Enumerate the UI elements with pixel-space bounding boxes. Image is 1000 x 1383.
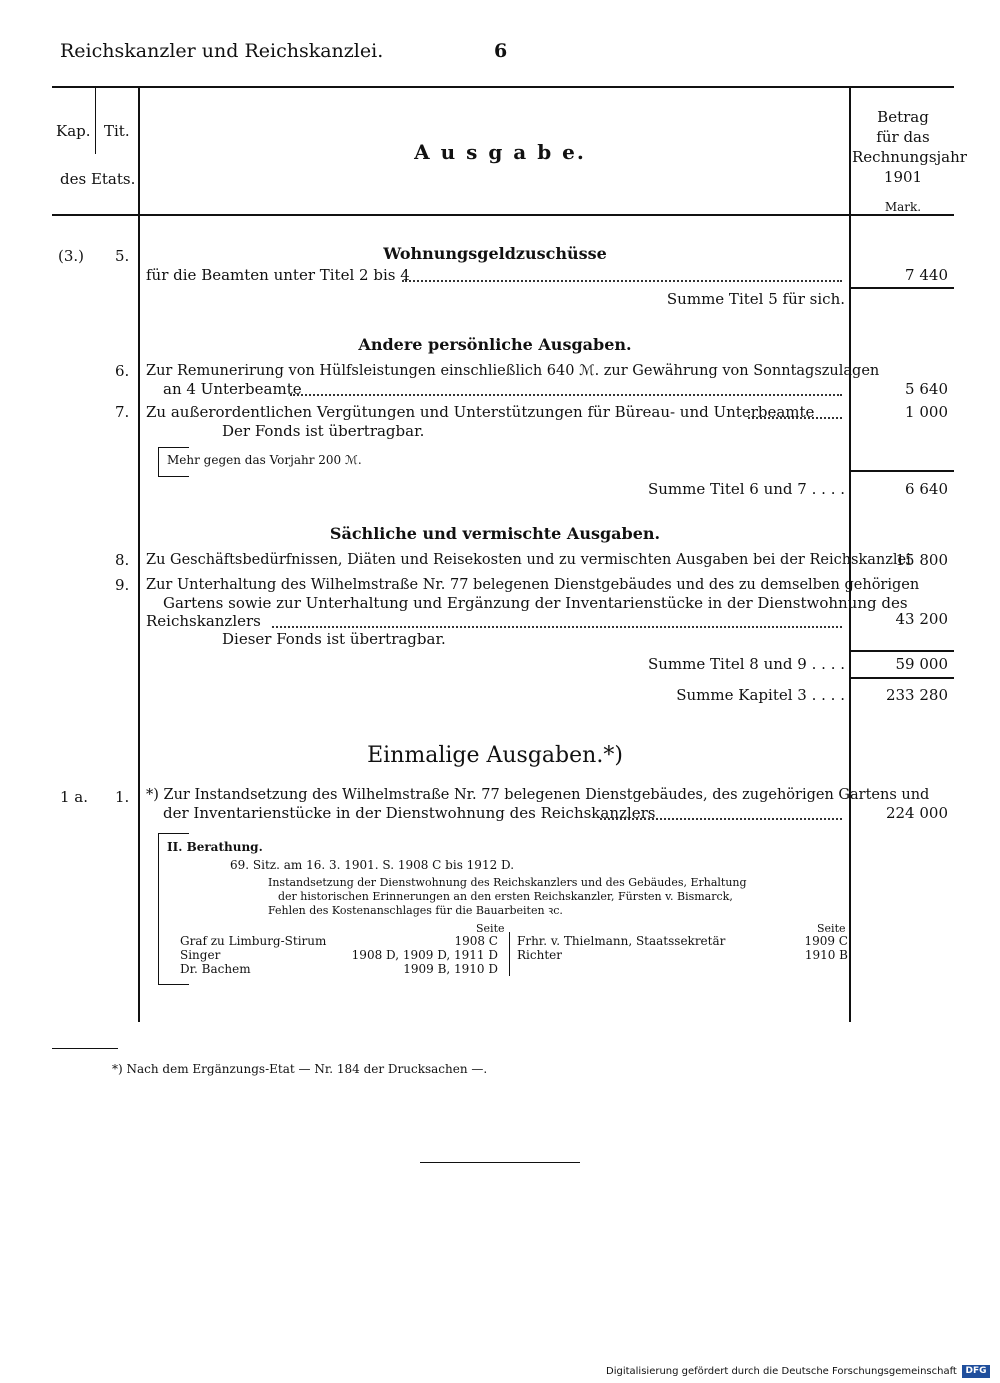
t6-amount: 5 640 bbox=[905, 380, 948, 398]
beratung-session: 69. Sitz. am 16. 3. 1901. S. 1908 C bis 1912 D. bbox=[230, 858, 515, 872]
leader-dots bbox=[290, 394, 842, 396]
speaker-left-1-page: 1908 C bbox=[454, 934, 498, 948]
sum-titel-6-7: Summe Titel 6 und 7 . . . . bbox=[648, 480, 845, 498]
section-heading-persoenlich: Andere persönliche Ausgaben. bbox=[358, 335, 632, 354]
sum-6-7-amount: 6 640 bbox=[905, 480, 948, 498]
speaker-left-3-page: 1909 B, 1910 D bbox=[403, 962, 498, 976]
header-kap: Kap. bbox=[56, 122, 91, 140]
amount-unit: Mark. bbox=[884, 200, 922, 214]
table-top-rule bbox=[52, 86, 954, 88]
beratung-desc-1: Instandsetzung der Dienstwohnung des Reichskanzlers und des Gebäudes, Erhaltung bbox=[268, 876, 747, 889]
t9-line1: Zur Unterhaltung des Wilhelmstraße Nr. 77 belegenen Dienstgebäudes und des zu demselben gehörigen bbox=[146, 577, 920, 593]
speaker-right-1-page: 1909 C bbox=[804, 934, 848, 948]
page-number: 6 bbox=[494, 40, 508, 62]
section-heading-wohnung: Wohnungsgeldzuschüsse bbox=[383, 244, 607, 263]
speaker-right-2-page: 1910 B bbox=[804, 948, 848, 962]
t6-line1: Zur Remunerirung von Hülfsleistungen einschließlich 640 ℳ. zur Gewährung von Sonntagszulagen bbox=[146, 363, 880, 379]
beratung-desc-2: der historischen Erinnerungen an den ersten Reichskanzler, Fürsten v. Bismarck, bbox=[278, 890, 733, 903]
speaker-right-2-name: Richter bbox=[517, 948, 562, 962]
leader-dots bbox=[600, 818, 842, 820]
speaker-left-3-name: Dr. Bachem bbox=[180, 962, 251, 976]
end-rule bbox=[420, 1162, 580, 1163]
digitization-credit: Digitalisierung gefördert durch die Deutsche Forschungsgemeinschaft bbox=[606, 1366, 957, 1377]
sum-kapitel-3: Summe Kapitel 3 . . . . bbox=[676, 686, 845, 704]
amount-head-4: 1901 bbox=[883, 168, 923, 186]
leader-dots bbox=[402, 280, 842, 282]
mehr-note: Mehr gegen das Vorjahr 200 ℳ. bbox=[167, 453, 362, 467]
speaker-right-1-name: Frhr. v. Thielmann, Staatssekretär bbox=[517, 934, 726, 948]
seite-label-left: Seite bbox=[476, 922, 505, 935]
speaker-divider bbox=[509, 932, 510, 976]
t6-line2: an 4 Unterbeamte bbox=[163, 380, 302, 398]
amount-head-3: Rechnungsjahr bbox=[852, 148, 967, 166]
beratung-title: II. Berathung. bbox=[167, 840, 263, 854]
t5-text: für die Beamten unter Titel 2 bis 4 bbox=[146, 266, 410, 284]
section-heading-saechlich: Sächliche und vermischte Ausgaben. bbox=[329, 524, 661, 543]
amount-head-2: für das bbox=[876, 128, 930, 146]
kap-label: (3.) bbox=[58, 247, 85, 265]
header-des-etats: des Etats. bbox=[60, 170, 136, 188]
dfg-logo-icon: DFG bbox=[962, 1365, 990, 1378]
tit-1: 1. bbox=[115, 788, 130, 806]
amount-head-1: Betrag bbox=[877, 108, 929, 126]
t7-amount: 1 000 bbox=[905, 403, 948, 421]
t9-line2: Gartens sowie zur Unterhaltung und Ergänzung der Inventarienstücke in der Dienstwohnung des bbox=[163, 594, 908, 612]
tit-7: 7. bbox=[115, 403, 130, 421]
tit-6: 6. bbox=[115, 362, 130, 380]
sum-rule bbox=[851, 677, 954, 679]
t9-line3: Reichskanzlers bbox=[146, 612, 261, 630]
tit-5: 5. bbox=[115, 247, 130, 265]
t1-amount: 224 000 bbox=[885, 804, 948, 822]
t1-line1: *) Zur Instandsetzung des Wilhelmstraße Nr. 77 belegenen Dienstgebäudes, des zugehörigen Gartens und bbox=[146, 787, 930, 803]
leader-dots bbox=[272, 626, 842, 628]
kap-tit-divider bbox=[95, 88, 96, 154]
t9-line4: Dieser Fonds ist übertragbar. bbox=[222, 630, 446, 648]
seite-label-right: Seite bbox=[817, 922, 846, 935]
tit-9: 9. bbox=[115, 576, 130, 594]
running-title: Reichskanzler und Reichskanzlei. bbox=[60, 40, 384, 62]
sum-titel-8-9: Summe Titel 8 und 9 . . . . bbox=[648, 655, 845, 673]
table-header-rule bbox=[52, 214, 954, 216]
speaker-left-2-page: 1908 D, 1909 D, 1911 D bbox=[351, 948, 498, 962]
t9-amount: 43 200 bbox=[895, 610, 948, 628]
t8-text: Zu Geschäftsbedürfnissen, Diäten und Reisekosten und zu vermischten Ausgaben bei der Reichskanzlei bbox=[146, 552, 911, 568]
header-title: A u s g a b e. bbox=[414, 140, 586, 164]
column-divider-left bbox=[138, 88, 140, 1022]
t7-line2: Der Fonds ist übertragbar. bbox=[222, 422, 425, 440]
einmalige-heading: Einmalige Ausgaben.*) bbox=[367, 743, 623, 768]
t7-line1: Zu außerordentlichen Vergütungen und Unterstützungen für Büreau- und Unterbeamte bbox=[146, 403, 815, 421]
tit-8: 8. bbox=[115, 551, 130, 569]
t1-line2: der Inventarienstücke in der Dienstwohnung des Reichskanzlers bbox=[163, 804, 656, 822]
footnote: *) Nach dem Ergänzungs-Etat — Nr. 184 der Drucksachen —. bbox=[112, 1062, 488, 1076]
kap-1a: 1 a. bbox=[60, 788, 89, 806]
sum-rule bbox=[851, 650, 954, 652]
beratung-desc-3: Fehlen des Kostenanschlages für die Bauarbeiten ꝛc. bbox=[268, 904, 563, 917]
header-tit: Tit. bbox=[104, 122, 130, 140]
leader-dots bbox=[748, 417, 842, 419]
t5-amount: 7 440 bbox=[905, 266, 948, 284]
speaker-left-2-name: Singer bbox=[180, 948, 221, 962]
sum-rule bbox=[851, 287, 954, 289]
sum-rule bbox=[851, 470, 954, 472]
speaker-left-1-name: Graf zu Limburg-Stirum bbox=[180, 934, 327, 948]
sum-8-9-amount: 59 000 bbox=[895, 655, 948, 673]
footnote-rule bbox=[52, 1048, 118, 1049]
t8-amount: 15 800 bbox=[895, 551, 948, 569]
sum-kap3-amount: 233 280 bbox=[885, 686, 948, 704]
sum-titel-5: Summe Titel 5 für sich. bbox=[666, 290, 845, 308]
